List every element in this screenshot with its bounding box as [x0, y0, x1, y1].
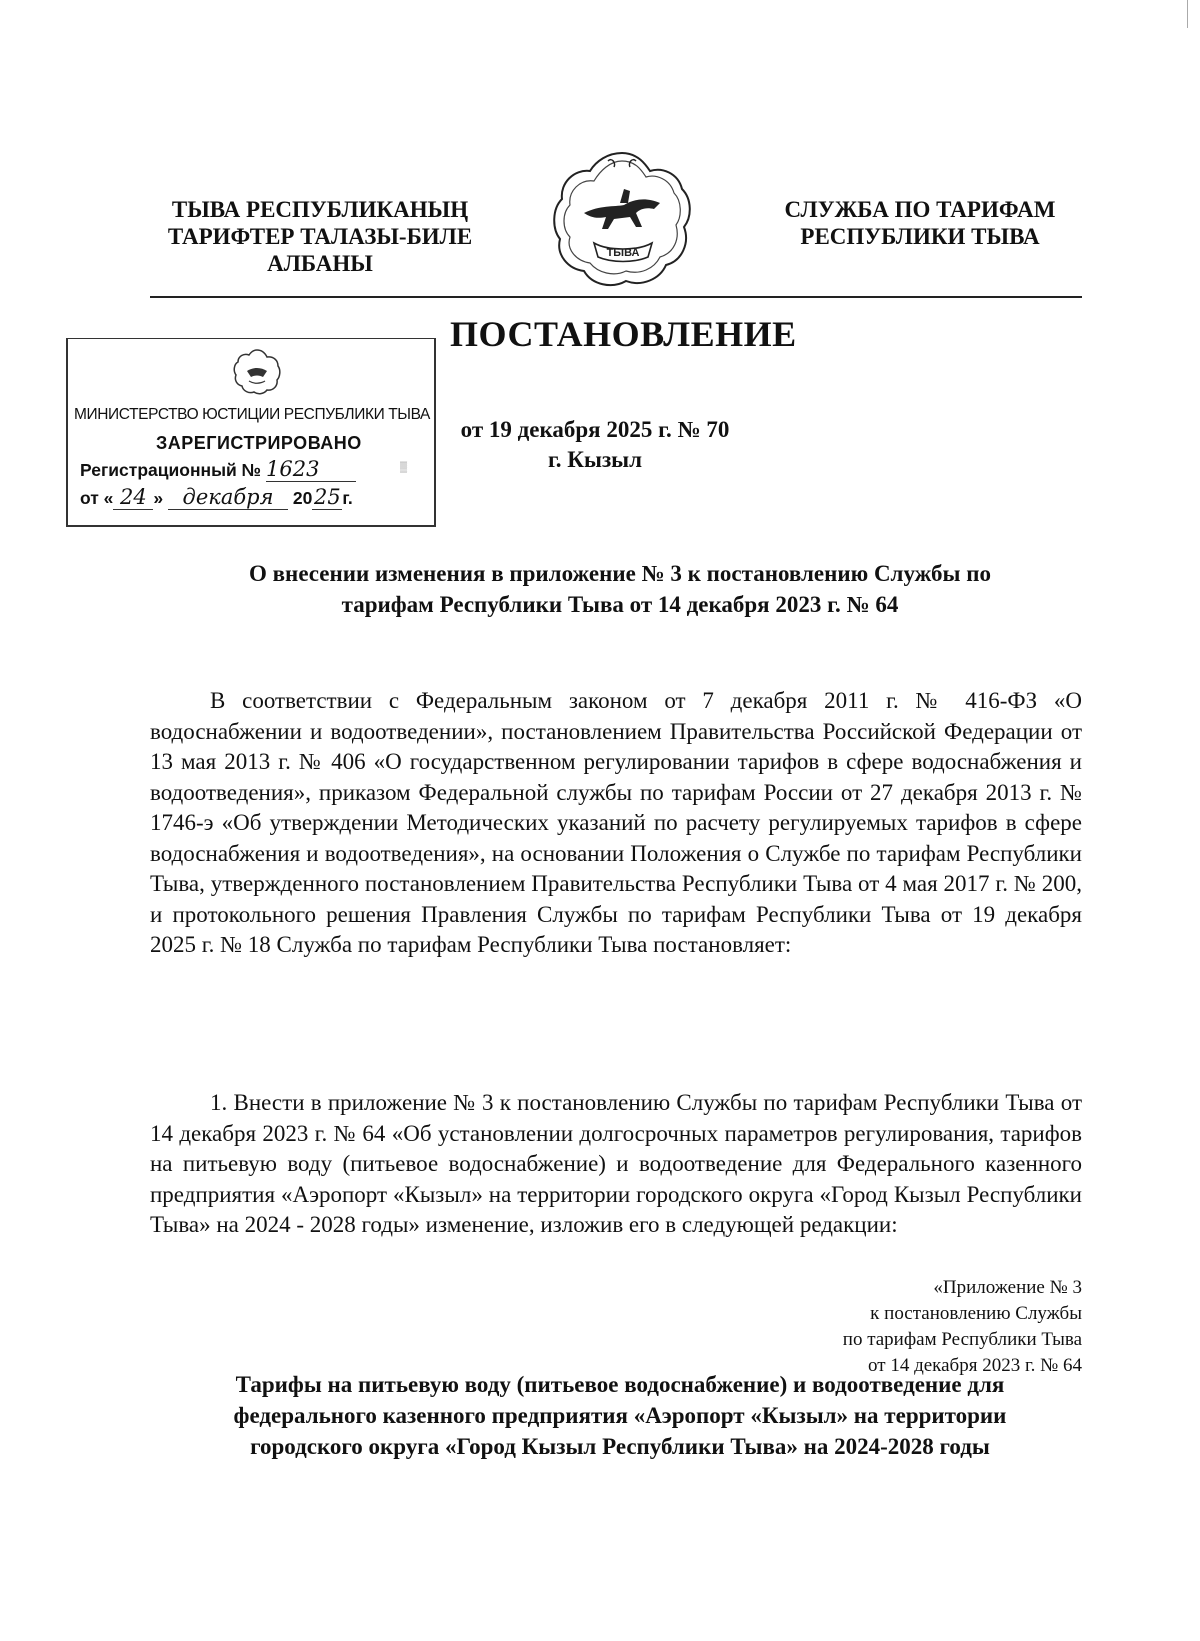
header-divider	[150, 296, 1082, 298]
stamp-reg-number-row	[80, 457, 356, 482]
appendix-line: «Приложение № 3	[933, 1277, 1082, 1298]
clause-1-paragraph: 1. Внести в приложение № 3 к постановлению Службы по тарифам Республики Тыва от 14 декабря 2023 г. № 64 «Об установлении долгосрочных параметров регулирования, тарифов на питьевую воду (питьевое водоснабжение) и водоотведение для Федерального казенного предприятия «Аэропорт «Кызыл» на территории городского округа «Город Кызыл Республики Тыва» на 2024 - 2028 годы» изменение, изложив его в следующей редакции:	[150, 1090, 1082, 1237]
preamble-paragraph: В соответствии с Федеральным законом от 7 декабря 2011 г. № 416-ФЗ «О водоснабжении и водоотведении», постановлением Правительства Российской Федерации от 13 мая 2013 г. № 406 «О государственном регулировании тарифов в сфере водоснабжения и водоотведения», приказом Федеральной службы по тарифам России от 27 декабря 2013 г. № 1746-э «Об утверждении Методических указаний по расчету регулируемых тарифов в сфере водоснабжения и водоотведения», на основании Положения о Службе по тарифам Республики Тыва, утвержденного постановлением Правительства Республики Тыва от 4 мая 2017 г. № 200, и протокольного решения Правления Службы по тарифам Республики Тыва от 19 декабря 2025 г. № 18 Служба по тарифам Республики Тыва постановляет:	[150, 688, 1082, 957]
registration-stamp	[66, 338, 436, 527]
stamp-date-day: 24	[113, 485, 153, 510]
appendix-line: от 14 декабря 2023 г. № 64	[868, 1355, 1082, 1376]
document-date-block	[430, 415, 760, 475]
stamp-date-row	[80, 485, 353, 510]
stamp-date-suffix: г.	[342, 488, 353, 508]
document-type: ПОСТАНОВЛЕНИЕ	[450, 314, 797, 354]
stamp-reg-number-label: Регистрационный №	[80, 460, 262, 480]
scan-artifact	[1187, 0, 1188, 28]
appendix-line: к постановлению Службы	[870, 1303, 1082, 1324]
header-left-line: АЛБАНЫ	[267, 251, 373, 276]
stamp-date-prefix: от «	[80, 488, 114, 508]
stamp-reg-number: 1623	[266, 457, 356, 482]
appendix-reference	[700, 1275, 1082, 1379]
stamp-year-prefix: 20	[292, 488, 313, 508]
document-title-line: О внесении изменения в приложение № 3 к постановлению Службы по	[249, 561, 991, 586]
document-city: г. Кызыл	[547, 447, 643, 472]
tariff-table-title	[120, 1369, 1120, 1462]
stamp-date-month: декабря	[168, 485, 288, 510]
header-left-tuvan	[150, 196, 490, 277]
document-title	[120, 558, 1120, 620]
header-right-line: СЛУЖБА ПО ТАРИФАМ	[784, 197, 1056, 222]
header-left-line: ТАРИФТЕР ТАЛАЗЫ-БИЛЕ	[167, 224, 473, 249]
stamp-date-year: 25	[314, 485, 341, 509]
stamp-date-mid: »	[153, 488, 164, 508]
stamp-registered: ЗАРЕГИСТРИРОВАНО	[156, 433, 362, 453]
appendix-line: по тарифам Республики Тыва	[842, 1329, 1082, 1350]
header-left-line: ТЫВА РЕСПУБЛИКАНЫҢ	[171, 197, 469, 222]
emblem-label: ТЫВА	[606, 247, 640, 259]
document-date-number: от 19 декабря 2025 г. № 70	[460, 417, 730, 442]
document-title-line: тарифам Республики Тыва от 14 декабря 2023 г. № 64	[341, 592, 899, 617]
tariff-title-line: Тарифы на питьевую воду (питьевое водоснабжение) и водоотведение для	[235, 1372, 1005, 1397]
tariff-title-line: федерального казенного предприятия «Аэропорт «Кызыл» на территории	[233, 1403, 1007, 1428]
header-right-line: РЕСПУБЛИКИ ТЫВА	[800, 224, 1040, 249]
header-right-russian	[770, 196, 1070, 250]
tariff-title-line: городского округа «Город Кызыл Республики Тыва» на 2024-2028 годы	[250, 1434, 990, 1459]
stamp-ministry: МИНИСТЕРСТВО ЮСТИЦИИ РЕСПУБЛИКИ ТЫВА	[74, 406, 430, 423]
stamp-smudge: ▒	[400, 462, 408, 473]
tuva-emblem-icon	[550, 147, 695, 292]
ministry-emblem-icon	[233, 347, 281, 395]
